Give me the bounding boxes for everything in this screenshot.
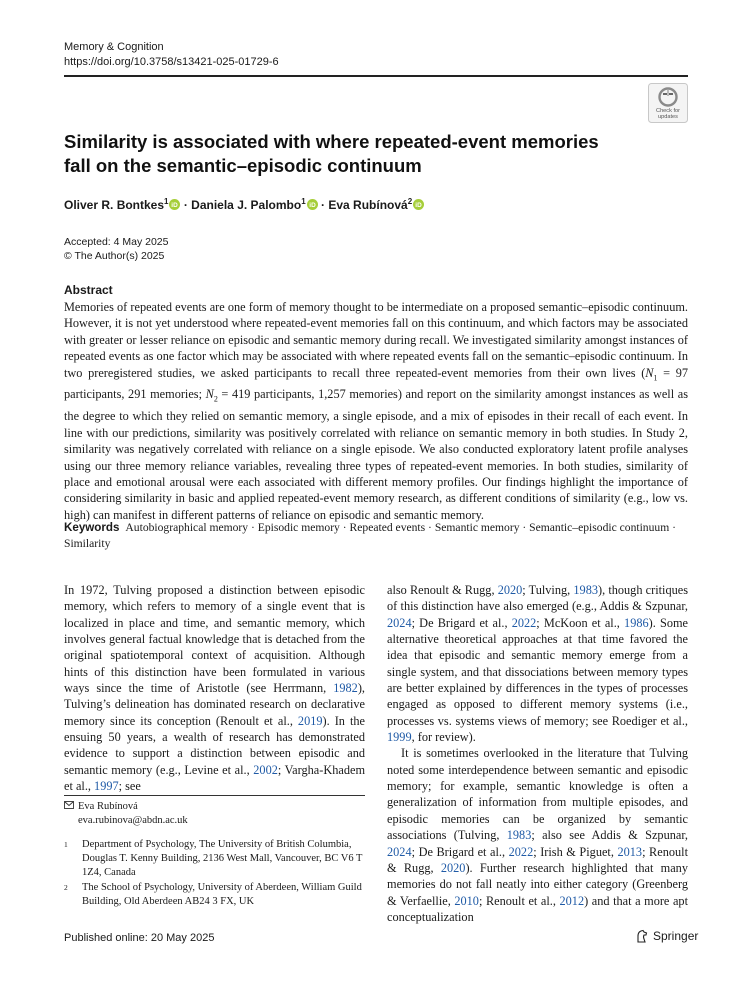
abstract-text: Memories of repeated events are one form of memory thought to be intermediate on a proposed semantic–episodic continuum. However, it is not yet understood where repeated-event memories fall on this continuum, and which factors may be associated with greater or lesser reliance on episodic and semantic memory during recall. We investigated similarity amongst instances of repeated events as one factor which may be associated with where repeated events fall on the semantic–episodic continuum. In two preregistered studies, we asked participants to recall three repeated-event memories from their own lives ($N_1 = 97$ participants, 291 memories; $N_2 = 419$ participants, 1,257 memories) and report on the similarity amongst instances as well as the degree to which they relied on semantic memory, a single episode, and a mix of episodes in their recall of each event. In line with our predictions, similarity was positively correlated with reliance on semantic memory in both studies. In Study 2, similarity was negatively correlated with reliance on a single episode. We also conducted exploratory latent profile analyses using our three memory reliance variables, revealing three types of repeated-event memories. In both studies, similarity of place and emotional arousal were each associated with different memory profiles. Our findings highlight the importance of considering similarity in basic and applied repeated-event memory research, as different conditions of similarity (e.g., low vs. high) can manifest in different patterns of reliance on episodic and semantic memory. bbox=[64, 300, 688, 522]
affiliation-text: The School of Psychology, University of Aberdeen, William Guild Building, Old Aberdeen AB24 3 FX, UK bbox=[82, 882, 362, 907]
corresponding-name: Eva Rubínová bbox=[78, 801, 138, 812]
citation-link[interactable]: 2020 bbox=[440, 860, 466, 875]
author-separator: · bbox=[183, 198, 188, 212]
author-list bbox=[64, 198, 424, 212]
header-rule bbox=[64, 75, 688, 77]
article-dates bbox=[64, 235, 168, 263]
author-name[interactable]: Eva Rubínová bbox=[328, 198, 408, 212]
affiliation-2 bbox=[64, 881, 364, 909]
orcid-icon[interactable] bbox=[413, 199, 424, 210]
author-affiliation: 1 bbox=[301, 197, 306, 206]
corresponding-author bbox=[64, 800, 188, 828]
citation-link[interactable]: 1983 bbox=[506, 828, 532, 843]
author-affiliation: 1 bbox=[164, 197, 169, 206]
author-separator: · bbox=[321, 198, 326, 212]
citation-link[interactable]: 2012 bbox=[559, 893, 585, 908]
citation-link[interactable]: 2022 bbox=[508, 844, 534, 859]
citation-link[interactable]: 2013 bbox=[617, 844, 643, 859]
check-for-updates-badge[interactable] bbox=[648, 83, 688, 123]
footnote-rule bbox=[64, 795, 365, 796]
citation-link[interactable]: 2024 bbox=[387, 844, 412, 859]
citation-link[interactable]: 1983 bbox=[573, 583, 598, 597]
citation-link[interactable]: 1982 bbox=[333, 681, 358, 696]
citation-link[interactable]: 2002 bbox=[253, 762, 278, 777]
springer-horse-icon bbox=[635, 929, 649, 943]
citation-link[interactable]: 2022 bbox=[511, 615, 537, 630]
affiliation-number: 1 bbox=[64, 840, 68, 849]
publisher-name: Springer bbox=[653, 929, 699, 943]
journal-header bbox=[64, 40, 279, 70]
citation-link[interactable]: 2020 bbox=[497, 583, 523, 597]
body-column-right: also Renoult & Rugg, 2020; Tulving, 1983), though critiques of this distinction have also emerged (e.g., Addis & Szpunar, 2024; De Brigard et al., 2022; McKoon et al., 1986). Some alternative theoretical approaches at that time favored the idea that episodic and semantic memory emerge from a single system, and that dissociations between memory types are better explained by differences in the types of processes engaged as opposed to different memory systems (i.e., processes vs. systems views of memory; see Roediger et al., 1999, for review). It is sometimes overlooked in the literature that Tulving noted some interdependence between semantic and episodic memory; for example, semantic knowledge is often a generalization of information from multiple episodes, and episodic memories can be organized by semantic associations (Tulving, 1983; also see Addis & Szpunar, 2024; De Brigard et al., 2022; Irish & Piguet, 2013; Renoult & Rugg, 2020). Further research highlighted that many memories do not fall neatly into either category (Greenberg & Verfaellie, 2010; Renoult et al., 2012) and that a more apt conceptualization bbox=[387, 583, 688, 924]
abstract-heading: Abstract bbox=[64, 283, 113, 297]
citation-link[interactable]: 2010 bbox=[454, 893, 479, 908]
svg-text:iD: iD bbox=[171, 201, 179, 209]
copyright: © The Author(s) 2025 bbox=[64, 250, 165, 262]
envelope-icon bbox=[64, 800, 78, 814]
published-online: Published online: 20 May 2025 bbox=[64, 932, 215, 944]
article-title: Similarity is associated with where repeated-event memories fall on the semantic–episodic continuum bbox=[64, 131, 599, 176]
accepted-date: Accepted: 4 May 2025 bbox=[64, 236, 169, 248]
citation-link[interactable]: 1986 bbox=[624, 615, 649, 630]
citation-link[interactable]: 1997 bbox=[94, 779, 119, 794]
doi-link[interactable]: https://doi.org/10.3758/s13421-025-01729-6 bbox=[64, 56, 279, 68]
author-affiliation: 2 bbox=[407, 197, 413, 206]
author-name[interactable]: Daniela J. Palombo bbox=[191, 198, 302, 212]
badge-line1: Check for bbox=[656, 108, 680, 114]
svg-text:iD: iD bbox=[308, 201, 316, 209]
keywords bbox=[64, 520, 688, 552]
keywords-list: Autobiographical memory · Episodic memory · Repeated events · Semantic memory · Semantic–episodic continuum · Similarity bbox=[64, 521, 676, 550]
citation-link[interactable]: 1999 bbox=[387, 730, 412, 745]
author-name[interactable]: Oliver R. Bontkes bbox=[64, 198, 165, 212]
publisher-logo[interactable] bbox=[635, 929, 698, 943]
citation-link[interactable]: 2019 bbox=[297, 713, 323, 728]
affiliation-text: Department of Psychology, The University of British Columbia, Douglas T. Kenny Building, 2136 West Mall, Vancouver, BC V6 T 1Z4, Canada bbox=[82, 839, 363, 878]
affiliation-number: 2 bbox=[64, 883, 68, 892]
corresponding-email[interactable]: eva.rubinova@abdn.ac.uk bbox=[78, 815, 188, 826]
keywords-label: Keywords bbox=[64, 521, 120, 534]
orcid-icon[interactable] bbox=[307, 199, 318, 210]
journal-name: Memory & Cognition bbox=[64, 41, 164, 53]
orcid-icon[interactable] bbox=[169, 199, 180, 210]
body-column-left: In 1972, Tulving proposed a distinction between episodic memory, which refers to memory of a single event that is localized in place and time, and semantic memory, which involves general factual knowledge that is detached from the original spatiotemporal context of acquisition. Although hints of this distinction have been formulated in various ways since the time of Aristotle (see Herrmann, 1982), Tulving’s delineation has dominated research on declarative memory since its conception (Renoult et al., 2019). In the ensuing 50 years, a wealth of research has demonstrated evidence to support a distinction between episodic and semantic memory (e.g., Levine et al., 2002; Vargha-Khadem et al., 1997; see bbox=[64, 583, 366, 794]
svg-text:iD: iD bbox=[415, 201, 422, 209]
badge-line2: updates bbox=[658, 114, 678, 120]
affiliation-1 bbox=[64, 838, 364, 880]
citation-link[interactable]: 2024 bbox=[387, 615, 412, 630]
